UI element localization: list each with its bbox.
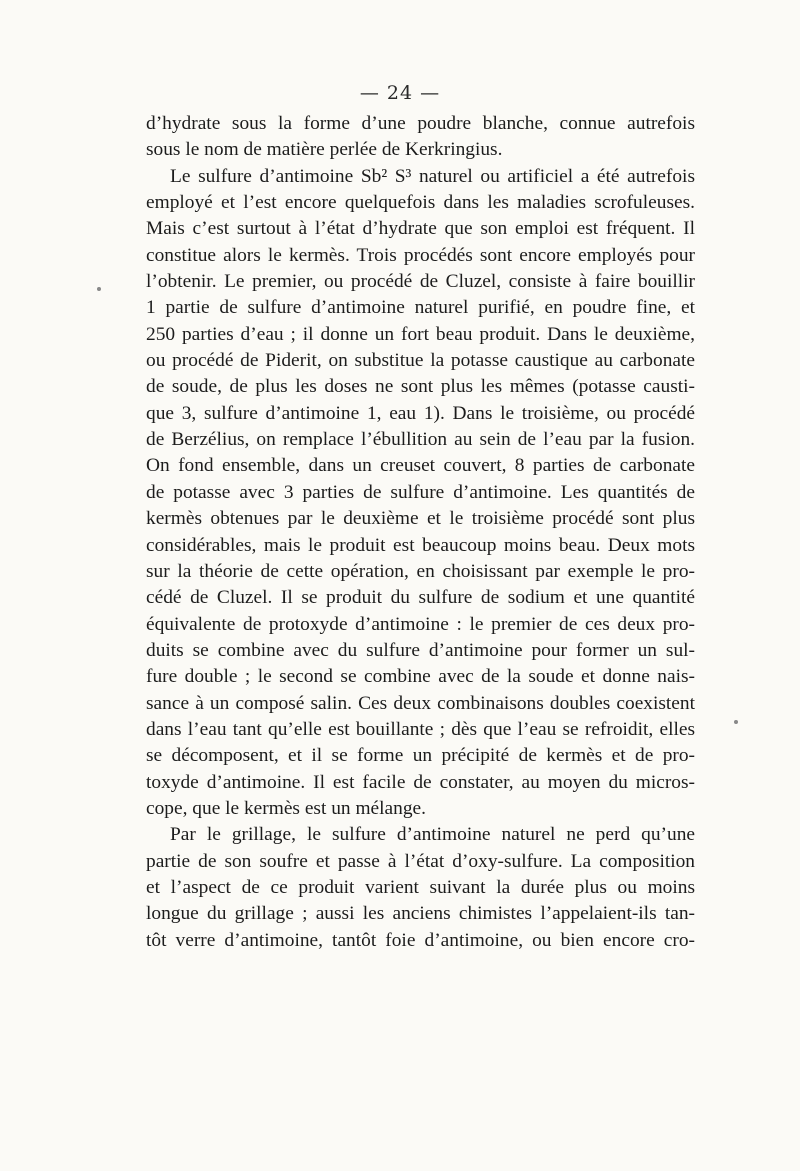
paragraph-1 (146, 111, 695, 164)
text-line: Mais c’est surtout à l’état d’hydrate que son emploi est fréquent. Il (146, 218, 695, 240)
text-line: de soude, de plus les doses ne sont plus les mêmes (potasse causti- (146, 376, 695, 398)
paragraph-2 (146, 164, 695, 823)
text-line: de potasse avec 3 parties de sulfure d’antimoine. Les quantités de (146, 481, 695, 503)
text-line: ou procédé de Piderit, on substitue la potasse caustique au carbonate (146, 350, 695, 372)
text-line: cope, que le kermès est un mélange. (146, 797, 426, 819)
text-line: Par le grillage, le sulfure d’antimoine naturel ne perd qu’une (170, 824, 695, 846)
text-line: et l’aspect de ce produit varient suivant la durée plus ou moins (146, 876, 695, 898)
text-line: partie de son soufre et passe à l’état d’oxy-sulfure. La composition (146, 850, 695, 872)
text-line: 1 partie de sulfure d’antimoine naturel purifié, en poudre fine, et (146, 297, 695, 319)
text-line: 250 parties d’eau ; il donne un fort beau produit. Dans le deuxième, (146, 323, 695, 345)
text-line: cédé de Cluzel. Il se produit du sulfure de sodium et une quantité (146, 587, 695, 609)
text-line: On fond ensemble, dans un creuset couvert, 8 parties de carbonate (146, 455, 695, 477)
text-line: longue du grillage ; aussi les anciens chimistes l’appelaient-ils tan- (146, 903, 695, 925)
text-line: d’hydrate sous la forme d’une poudre blanche, connue autrefois (146, 113, 695, 134)
text-line: sur la théorie de cette opération, en choisissant par exemple le pro- (146, 560, 695, 582)
text-line: sous le nom de matière perlée de Kerkringius. (146, 139, 503, 161)
text-line: duits se combine avec du sulfure d’antimoine pour former un sul- (146, 639, 695, 661)
text-line: Le sulfure d’antimoine Sb² S³ naturel ou artificiel a été autrefois (170, 165, 695, 187)
text-line: sance à un composé salin. Ces deux combinaisons doubles coexistent (146, 692, 695, 714)
text-line: de Berzélius, on remplace l’ébullition au sein de l’eau par la fusion. (146, 429, 695, 451)
text-line: dans l’eau tant qu’elle est bouillante ; dès que l’eau se refroidit, elles (146, 718, 695, 740)
text-line: toxyde d’antimoine. Il est facile de constater, au moyen du micros- (146, 771, 695, 793)
text-line: se décomposent, et il se forme un précipité de kermès et de pro- (146, 745, 695, 767)
text-line: employé et l’est encore quelquefois dans les maladies scrofuleuses. (146, 192, 695, 214)
text-line: considérables, mais le produit est beaucoup moins beau. Deux mots (146, 534, 695, 556)
text-line: équivalente de protoxyde d’antimoine : le premier de ces deux pro- (146, 613, 695, 635)
text-line: que 3, sulfure d’antimoine 1, eau 1). Dans le troisième, ou procédé (146, 402, 695, 424)
margin-speck (97, 287, 101, 291)
text-line: fure double ; le second se combine avec de la soude et donne nais- (146, 666, 695, 688)
paragraph-3 (146, 822, 695, 954)
body-text (146, 111, 695, 954)
text-line: kermès obtenues par le deuxième et le troisième procédé sont plus (146, 508, 695, 530)
page-number: — 24 — (359, 82, 441, 104)
text-line: tôt verre d’antimoine, tantôt foie d’antimoine, ou bien encore cro- (146, 929, 695, 951)
text-line: l’obtenir. Le premier, ou procédé de Cluzel, consiste à faire bouillir (146, 271, 695, 293)
text-line: constitue alors le kermès. Trois procédés sont encore employés pour (146, 244, 695, 266)
margin-speck (734, 720, 738, 724)
